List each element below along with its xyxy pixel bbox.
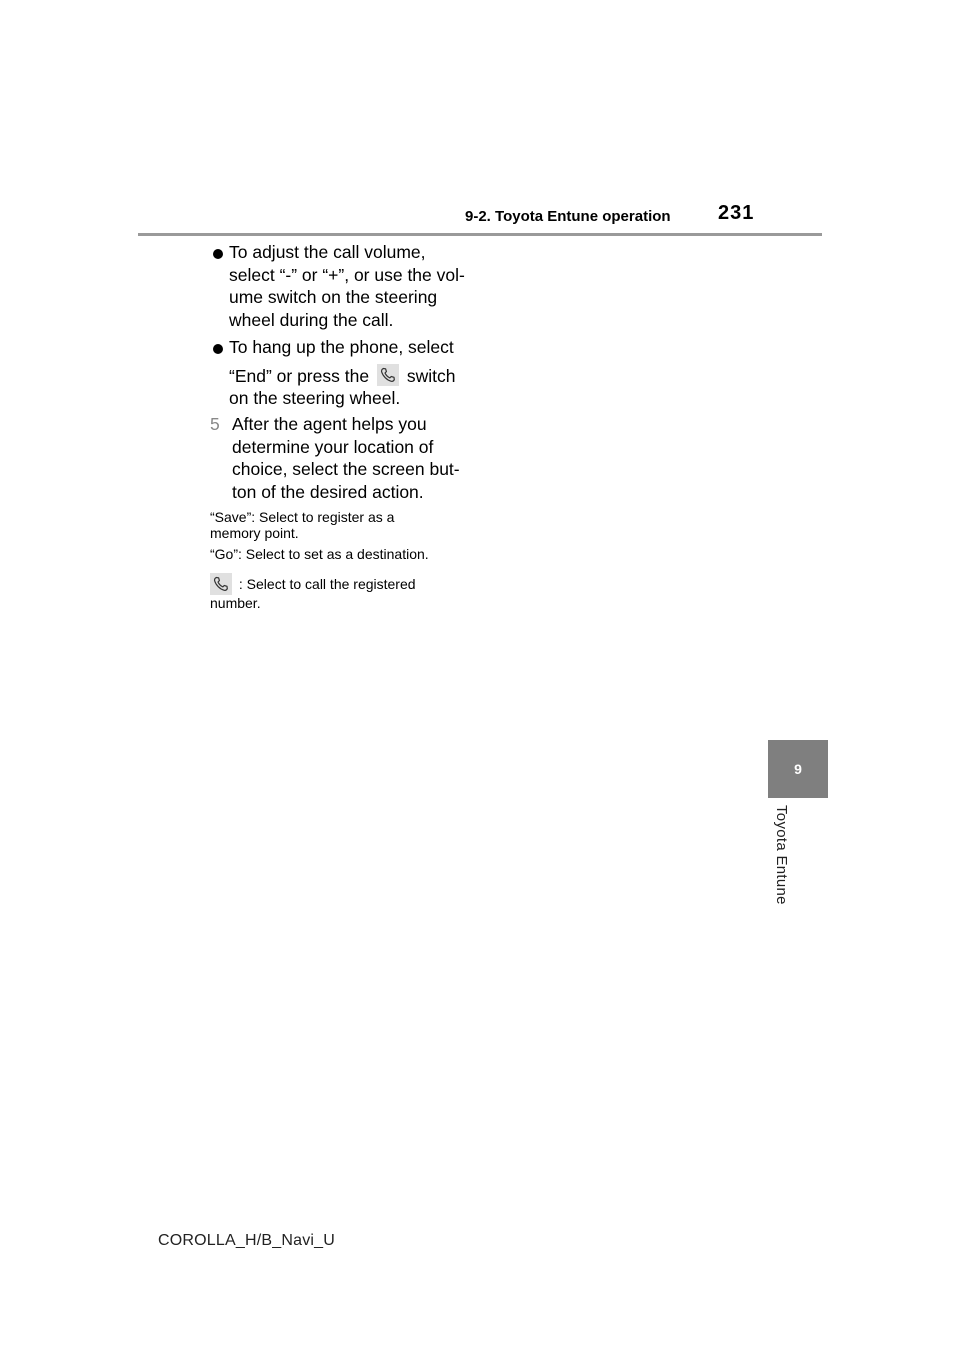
save-note-line: “Save”: Select to register as a bbox=[210, 509, 395, 525]
call-note-text: : Select to call the registered bbox=[238, 576, 416, 592]
bullet-volume bbox=[212, 241, 465, 331]
step-line: determine your location of bbox=[232, 436, 434, 457]
bullet-hang-up bbox=[212, 336, 455, 410]
bullet-hang-up-text: “End” or press the bbox=[229, 365, 370, 386]
phone-icon bbox=[210, 573, 232, 595]
save-note bbox=[210, 509, 394, 541]
step-line: choice, select the screen but- bbox=[232, 459, 460, 479]
step-5 bbox=[210, 413, 460, 503]
bullet-hang-up-line: To hang up the phone, select bbox=[229, 337, 454, 357]
header-divider bbox=[138, 233, 822, 236]
bullet-volume-line: To adjust the call volume, bbox=[229, 242, 426, 262]
call-note-line-1 bbox=[210, 573, 416, 595]
model-code: COROLLA_H/B_Navi_U bbox=[158, 1232, 335, 1249]
call-note-line: number. bbox=[210, 595, 261, 611]
go-note: “Go”: Select to set as a destination. bbox=[210, 546, 429, 562]
page-number: 231 bbox=[718, 202, 755, 224]
chapter-title: Toyota Entune bbox=[773, 805, 790, 905]
bullet-volume-line: wheel during the call. bbox=[229, 309, 394, 330]
bullet-hang-up-text: switch bbox=[406, 365, 456, 386]
chapter-number: 9 bbox=[794, 761, 802, 777]
bullet-volume-line: select “-” or “+”, or use the vol- bbox=[229, 264, 465, 285]
save-note-line: memory point. bbox=[210, 525, 299, 541]
step-number: 5 bbox=[210, 414, 220, 434]
section-title: 9-2. Toyota Entune operation bbox=[465, 208, 671, 225]
phone-icon bbox=[377, 364, 399, 386]
call-note bbox=[210, 573, 416, 611]
chapter-tab bbox=[768, 740, 828, 798]
step-line: ton of the desired action. bbox=[232, 481, 424, 502]
bullet-volume-line: ume switch on the steering bbox=[229, 287, 438, 307]
step-line: After the agent helps you bbox=[232, 414, 427, 434]
bullet-hang-up-line-2 bbox=[229, 364, 455, 388]
bullet-hang-up-line: on the steering wheel. bbox=[229, 388, 401, 408]
